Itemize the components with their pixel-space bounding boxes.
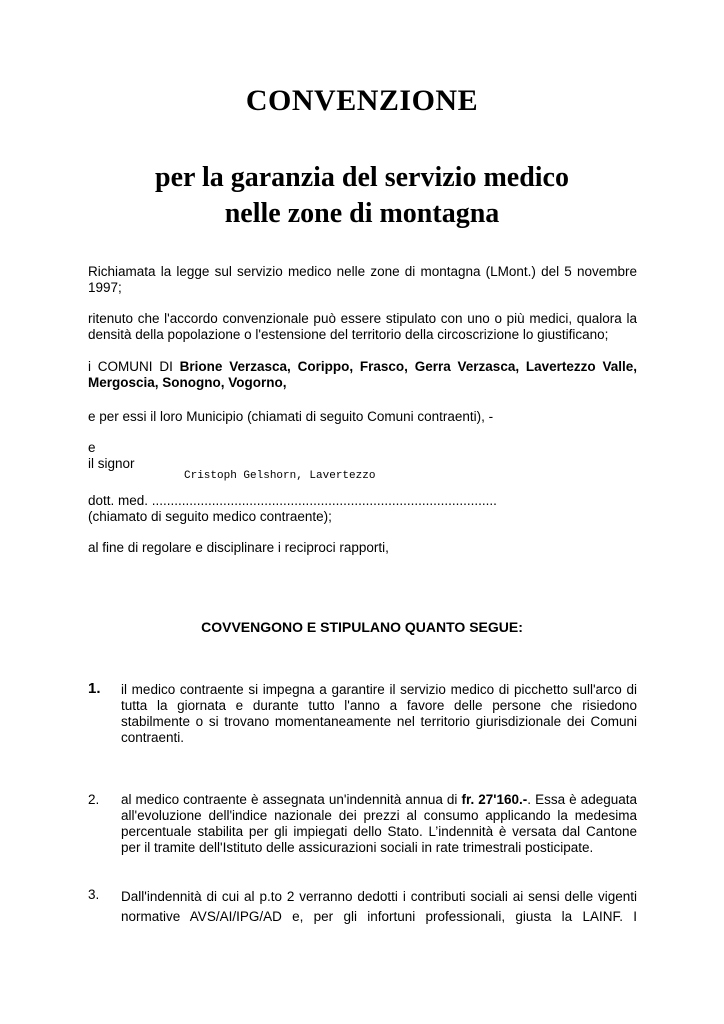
document-title: CONVENZIONE [245,84,479,117]
item-2-amount: fr. 27'160.- [461,792,528,807]
item-2-number: 2. [88,792,100,807]
subtitle-line-1: per la garanzia del servizio medico [155,162,569,193]
subtitle-line-2: nelle zone di montagna [224,198,500,229]
item-2-text-after: . Essa è adeguata all'evoluzione dell'indice nazionale dei prezzi al consumo applicando la medesima percentuale stabilita per gli impiegati dello Stato. L’indennità è versata dal Cantone per il tramite dell'Istituto delle assicurazioni sociali in rate trimestrali posticipate. [121,792,637,855]
preamble-law: Richiamata la legge sul servizio medico nelle zone di montagna (LMont.) del 5 novembre 1997; [88,264,637,295]
doctor-name: Cristoph Gelshorn, Lavertezzo [184,470,376,482]
item-2-text-before: al medico contraente è assegnata un'indennità annua di [121,792,462,807]
preamble-agreement: ritenuto che l'accordo convenzionale può essere stipulato con uno o più medici, qualora la densità della popolazione o l'estensione del territorio della circoscrizione lo giustificano; [88,311,637,342]
document-subtitle [0,160,724,232]
item-3-number: 3. [88,887,100,902]
item-1-text: il medico contraente si impegna a garantire il servizio medico di picchetto sull'arco di tutta la giornata e durante tutto l'anno a favore delle persone che risiedono stabilmente o si trovano momentaneamente nel territorio giurisdizionale dei Comuni contraenti. [121,682,637,745]
chiamato-line: (chiamato di seguito medico contraente); [88,509,332,524]
comuni-prefix: i COMUNI DI [88,359,173,374]
item-2-text [121,792,637,856]
e-line: e [88,440,96,455]
item-1-number: 1. [88,680,101,697]
comuni-names: Brione Verzasca, Corippo, Frasco, Gerra Verzasca, Lavertezzo Valle, Mergoscia, Sonogno, Vogorno, [88,359,637,390]
purpose-paragraph: al fine di regolare e disciplinare i reciproci rapporti, [88,540,389,555]
municipio-paragraph: e per essi il loro Municipio (chiamati di seguito Comuni contraenti), - [88,409,494,424]
item-3-text: Dall'indennità di cui al p.to 2 verranno dedotti i contributi sociali ai sensi delle vigenti normative AVS/AI/IPG/AD e, per gli infortuni professionali, giusta la LAINF. I [121,889,637,924]
section-heading: COVVENGONO E STIPULANO QUANTO SEGUE: [201,619,523,635]
comuni-paragraph [88,359,637,391]
dott-med-line: dott. med. ............................................................................................ [88,493,497,508]
signor-line: il signor [88,456,135,471]
